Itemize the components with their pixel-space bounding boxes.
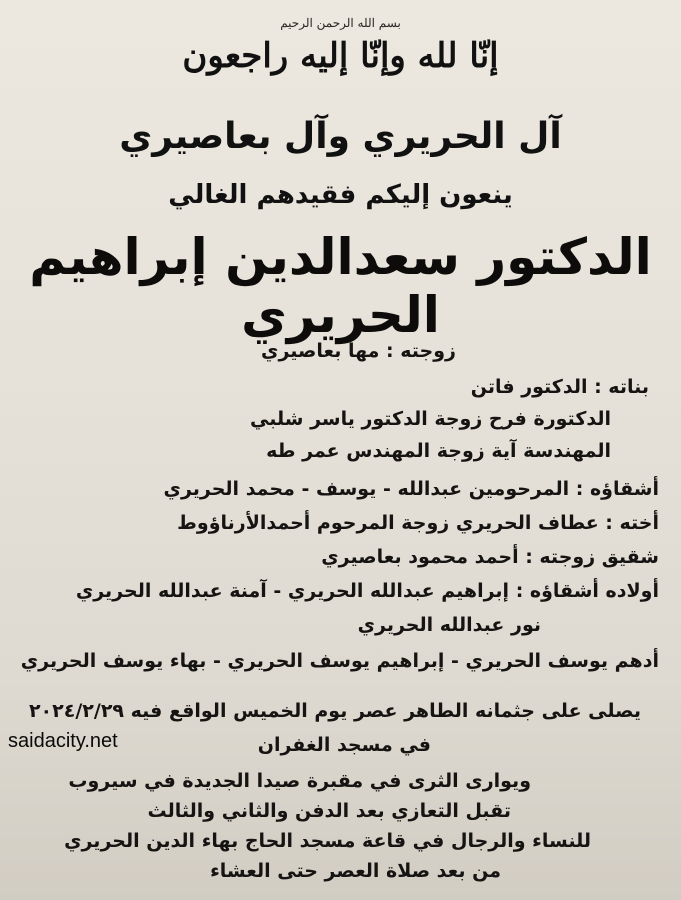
quran-verse: إنّا لله وإنّا إليه راجعون <box>182 36 499 76</box>
basmala: بسم الله الرحمن الرحيم <box>280 16 401 30</box>
brothers-line: أشقاؤه : المرحومين عبدالله - يوسف - محمد الحريري <box>163 478 659 500</box>
mosque-line: في مسجد الغفران <box>257 734 431 756</box>
wife-line: زوجته : مها بعاصيري <box>261 340 456 362</box>
sister-line: أخته : عطاف الحريري زوجة المرحوم أحمدالأرناؤوط <box>177 512 659 534</box>
nephews-line-1: أولاده أشقاؤه : إبراهيم عبدالله الحريري - آمنة عبدالله الحريري <box>75 580 659 602</box>
daughters-line-2: الدكتورة فرح زوجة الدكتور ياسر شلبي <box>250 408 611 430</box>
daughters-line-1: بناته : الدكتور فاتن <box>470 376 649 398</box>
announcement-line: ينعون إليكم فقيدهم الغالي <box>168 180 513 210</box>
wife-brother-line: شقيق زوجته : أحمد محمود بعاصيري <box>321 546 659 568</box>
watermark: saidacity.net <box>8 730 118 752</box>
nephews-line-3: أدهم يوسف الحريري - إبراهيم يوسف الحريري - بهاء يوسف الحريري <box>20 650 659 672</box>
nephews-line-2: نور عبدالله الحريري <box>357 614 541 636</box>
families-title: آل الحريري وآل بعاصيري <box>119 116 562 157</box>
deceased-name: الدكتور سعدالدين إبراهيم الحريري <box>29 228 652 344</box>
burial-line: ويوارى الثرى في مقبرة صيدا الجديدة في سيروب <box>68 770 531 792</box>
daughters-line-3: المهندسة آية زوجة المهندس عمر طه <box>266 440 611 462</box>
prayer-line: يصلى على جثمانه الطاهر عصر يوم الخميس الواقع فيه ٢٠٢٤/٢/٢٩ <box>28 700 641 722</box>
time-line: من بعد صلاة العصر حتى العشاء <box>210 860 501 882</box>
condolences-line: تقبل التعازي بعد الدفن والثاني والثالث <box>147 800 511 822</box>
hall-line: للنساء والرجال في قاعة مسجد الحاج بهاء الدين الحريري <box>64 830 591 852</box>
